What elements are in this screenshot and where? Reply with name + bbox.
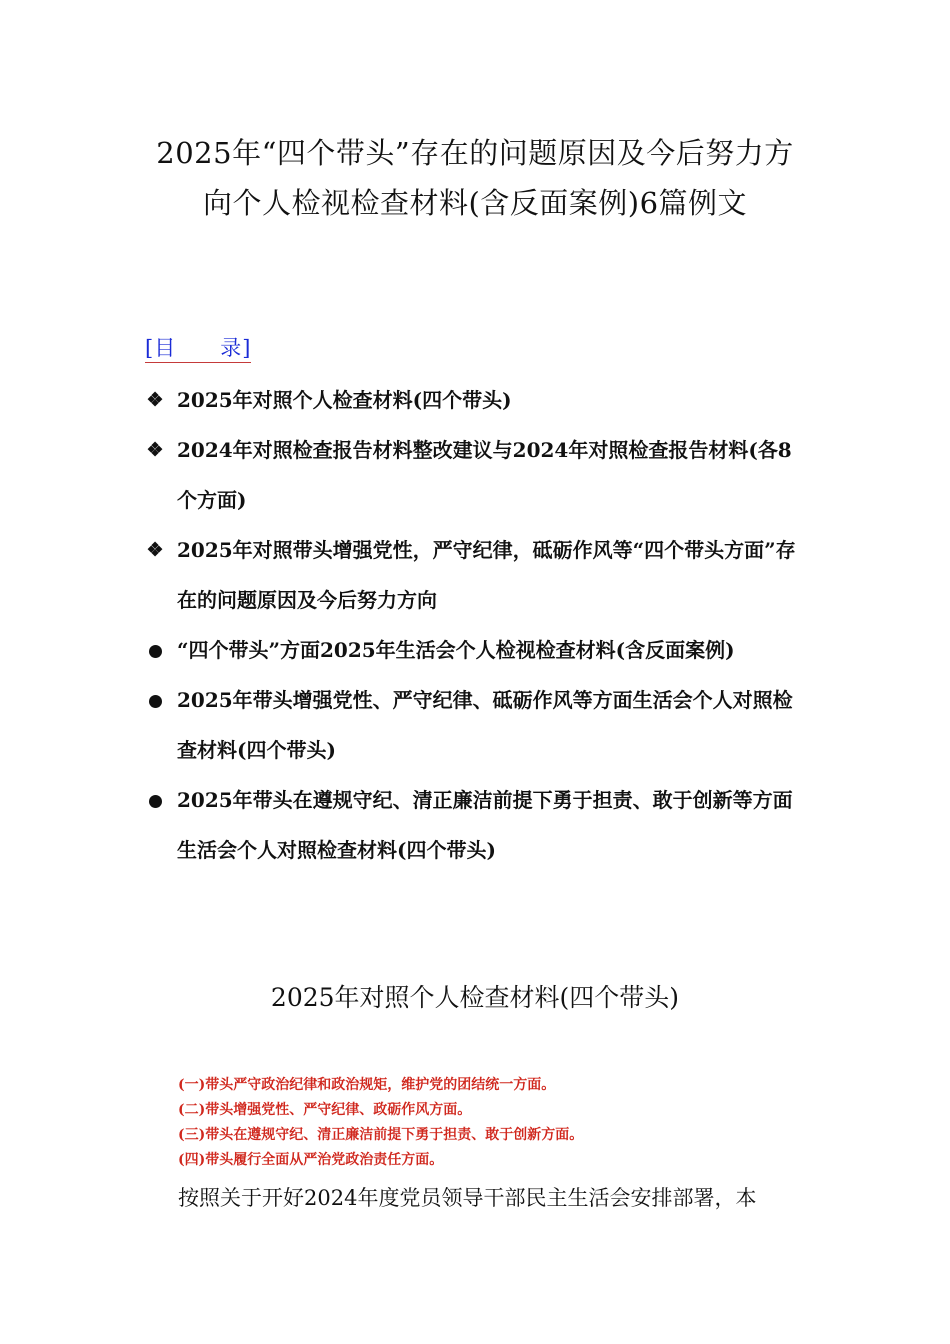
red-outline-list [178,1073,818,1173]
dot-bullet-icon [144,625,166,675]
diamond-bullet-icon: ❖ [146,389,164,411]
toc-item[interactable] [0,625,807,675]
toc-heading-right: 录] [220,336,252,360]
toc-item[interactable] [0,775,807,875]
dot-bullet-icon [144,675,166,725]
section-title: 2025年对照个人检查材料(四个带头) [270,983,680,1012]
document-title [100,128,850,228]
title-line-2: 向个人检视检查材料(含反面案例)6篇例文 [202,186,748,220]
toc-item-text: 2025年对照个人检查材料(四个带头) [177,388,512,412]
title-line-1: 2025年“四个带头”存在的问题原因及今后努力方 [156,136,794,170]
toc-item[interactable] [0,425,807,525]
diamond-bullet-icon: ❖ [146,539,164,561]
toc-heading[interactable] [145,335,251,363]
dot-bullet-icon [144,775,166,825]
toc-item[interactable] [0,675,807,775]
toc-item-text: 2024年对照检查报告材料整改建议与2024年对照检查报告材料(各8个方面) [177,438,792,512]
table-of-contents [0,375,950,875]
toc-heading-left: [目 [145,336,177,360]
toc-item[interactable] [0,375,807,425]
outline-item: (二)带头增强党性、严守纪律、政砺作风方面。 [178,1102,472,1118]
outline-item: (一)带头严守政治纪律和政治规矩，维护党的团结统一方面。 [178,1077,556,1093]
toc-item-text: 2025年带头在遵规守纪、清正廉洁前提下勇于担责、敢于创新等方面生活会个人对照检查材料(四个带头) [177,788,793,862]
toc-item[interactable] [0,525,807,625]
toc-item-text: “四个带头”方面2025年生活会个人检视检查材料(含反面案例) [177,638,735,662]
outline-item: (三)带头在遵规守纪、清正廉洁前提下勇于担责、敢于创新方面。 [178,1127,584,1143]
diamond-bullet-icon: ❖ [146,439,164,461]
toc-item-text: 2025年对照带头增强党性，严守纪律，砥砺作风等“四个带头方面”存在的问题原因及今后努力方向 [177,538,796,612]
toc-item-text: 2025年带头增强党性、严守纪律、砥砺作风等方面生活会个人对照检查材料(四个带头) [177,688,793,762]
outline-item: (四)带头履行全面从严治党政治责任方面。 [178,1152,444,1168]
body-paragraph: 按照关于开好2024年度党员领导干部民主生活会安排部署，本 [178,1186,757,1210]
